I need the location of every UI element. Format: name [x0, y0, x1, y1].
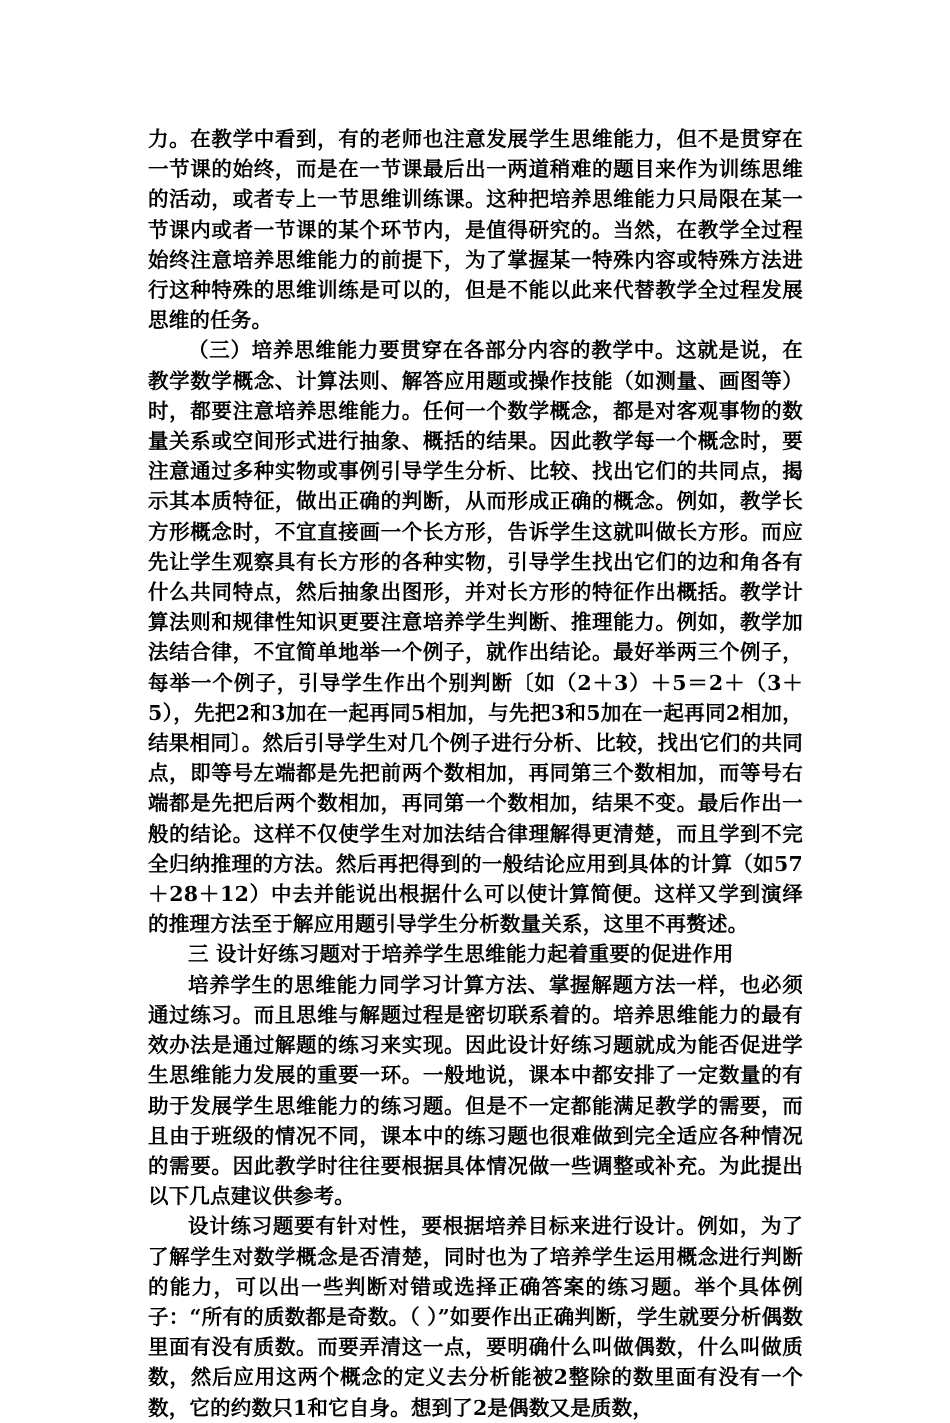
document-page [148, 124, 803, 1423]
section-heading: 三 设计好练习题对于培养学生思维能力起着重要的促进作用 [188, 942, 734, 967]
paragraph-3: 培养学生的思维能力同学习计算方法、掌握解题方法一样，也必须通过练习。而且思维与解题过程是密切联系着的。培养思维能力的最有效办法是通过解题的练习来实现。因此设计好练习题就成为能否促进学生思维能力发展的重要一环。一般地说，课本中都安排了一定数量的有助于发展学生思维能力的练习题。但是不一定都能满足教学的需要，而且由于班级的情况不同，课本中的练习题也很难做到完全适应各种情况的需要。因此教学时往往要根据具体情况做一些调整或补充。为此提出以下几点建议供参考。 [148, 972, 803, 1209]
paragraph-1: 力。在教学中看到，有的老师也注意发展学生思维能力，但不是贯穿在一节课的始终，而是在一节课最后出一两道稍难的题目来作为训练思维的活动，或者专上一节思维训练课。这种把培养思维能力只局限在某一节课内或者一节课的某个环节内，是值得研究的。当然，在教学全过程始终注意培养思维能力的前提下，为了掌握某一特殊内容或特殊方法进行这种特殊的思维训练是可以的，但是不能以此来代替教学全过程发展思维的任务。 [148, 127, 803, 333]
paragraph-4: 设计练习题要有针对性，要根据培养目标来进行设计。例如，为了了解学生对数学概念是否清楚，同时也为了培养学生运用概念进行判断的能力，可以出一些判断对错或选择正确答案的练习题。举个具体例子：“所有的质数都是奇数。（ ）”如要作出正确判断，学生就要分析偶数里面有没有质数。而要弄清这一点，要明确什么叫做偶数，什么叫做质数，然后应用这两个概念的定义去分析能被2整除的数里面有没有一个数，它的约数只1和它自身。想到了2是偶数又是质数， [148, 1214, 803, 1420]
paragraph-2: （三）培养思维能力要贯穿在各部分内容的教学中。这就是说，在教学数学概念、计算法则、解答应用题或操作技能（如测量、画图等）时，都要注意培养思维能力。任何一个数学概念，都是对客观事物的数量关系或空间形式进行抽象、概括的结果。因此教学每一个概念时，要注意通过多种实物或事例引导学生分析、比较、找出它们的共同点，揭示其本质特征，做出正确的判断，从而形成正确的概念。例如，教学长方形概念时，不宜直接画一个长方形，告诉学生这就叫做长方形。而应先让学生观察具有长方形的各种实物，引导学生找出它们的边和角各有什么共同特点，然后抽象出图形，并对长方形的特征作出概括。教学计算法则和规律性知识更要注意培养学生判断、推理能力。例如，教学加法结合律，不宜简单地举一个例子，就作出结论。最好举两三个例子，每举一个例子，引导学生作出个别判断〔如（2＋3）＋5＝2＋（3＋5），先把2和3加在一起再同5相加，与先把3和5加在一起再同2相加，结果相同〕。然后引导学生对几个例子进行分析、比较，找出它们的共同点，即等号左端都是先把前两个数相加，再同第三个数相加，而等号右端都是先把后两个数相加，再同第一个数相加，结果不变。最后作出一般的结论。这样不仅使学生对加法结合律理解得更清楚，而且学到不完全归纳推理的方法。然后再把得到的一般结论应用到具体的计算（如57＋28＋12）中去并能说出根据什么可以使计算简便。这样又学到演绎的推理方法至于解应用题引导学生分析数量关系，这里不再赘述。 [148, 338, 803, 937]
